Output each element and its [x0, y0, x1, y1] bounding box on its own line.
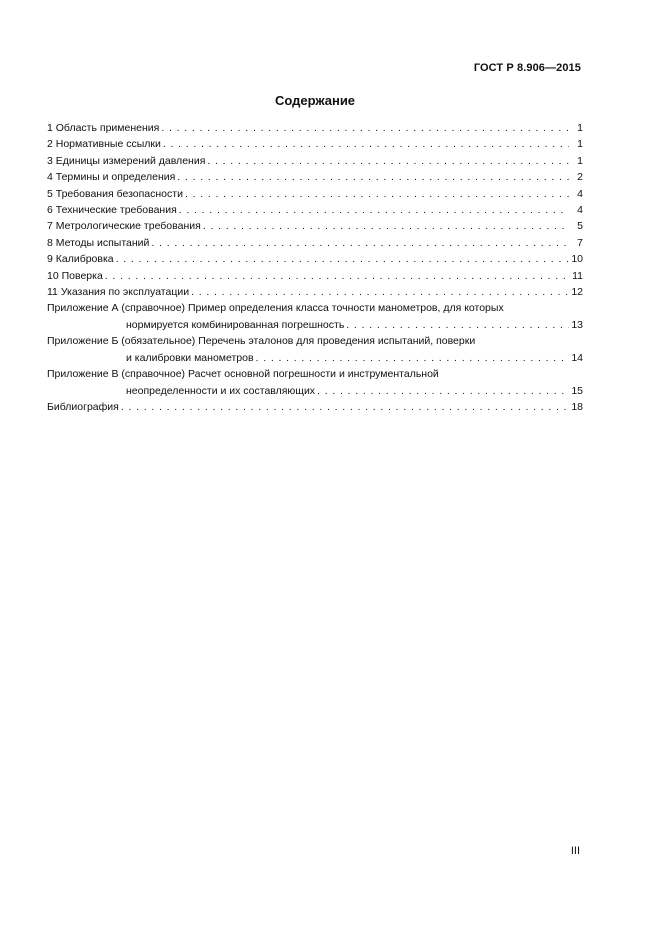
toc-entry[interactable] [47, 120, 583, 136]
toc-entry-page: 12 [571, 286, 583, 299]
toc-entry[interactable] [47, 251, 583, 267]
toc-entry-label: 9 Калибровка [47, 253, 114, 266]
toc-annex-title-cont: неопределенности и их составляющих [126, 384, 316, 397]
toc-entry-page: 4 [577, 187, 583, 200]
toc-entry-label: 1 Область применения [47, 122, 160, 134]
toc-entry-label: 6 Технические требования [47, 204, 177, 217]
leader-dots [203, 218, 569, 234]
toc-entry-page: 13 [571, 318, 583, 331]
document-code: ГОСТ Р 8.906—2015 [473, 62, 581, 74]
leader-dots [161, 120, 569, 136]
toc-entry[interactable] [47, 153, 583, 169]
toc-entry-label: 3 Единицы измерений давления [47, 154, 206, 167]
leader-dots [317, 383, 569, 399]
toc-entry-page: 5 [577, 220, 583, 233]
toc-entry[interactable] [47, 284, 583, 300]
leader-dots [256, 350, 569, 366]
toc-entry-page: 1 [577, 138, 583, 151]
toc-entry[interactable] [47, 218, 583, 234]
toc-entry-label: 10 Поверка [47, 269, 103, 282]
toc-annex-title-cont: и калибровки манометров [126, 351, 254, 364]
toc-entry-page: 1 [577, 122, 583, 134]
leader-dots [191, 284, 569, 300]
toc-annex-title: Приложение Б (обязательное) Перечень эталонов для проведения испытаний, поверки [47, 335, 476, 348]
toc-entry-page: 10 [571, 253, 583, 266]
page-number: III [570, 845, 580, 857]
toc-entry[interactable] [47, 235, 583, 251]
toc-entry-page: 4 [577, 204, 583, 217]
toc-entry-page: 11 [572, 269, 583, 282]
toc-entry-label: 11 Указания по эксплуатации [47, 286, 190, 299]
toc-entry-page: 14 [571, 351, 583, 364]
leader-dots [121, 399, 569, 415]
leader-dots [151, 235, 569, 251]
toc-entry-label: Библиография [47, 400, 119, 413]
toc-entry-page: 18 [571, 400, 583, 413]
leader-dots [177, 169, 569, 185]
toc-entry-page: 15 [571, 384, 583, 397]
leader-dots [207, 153, 569, 169]
table-of-contents [47, 120, 583, 415]
toc-entry-label: 7 Метрологические требования [47, 220, 201, 233]
toc-annex-title: Приложение А (справочное) Пример определения класса точности манометров, для которых [47, 302, 504, 315]
leader-dots [179, 202, 569, 218]
leader-dots [185, 186, 569, 202]
leader-dots [163, 136, 569, 152]
toc-entry-page: 2 [577, 171, 583, 184]
leader-dots [116, 251, 569, 267]
toc-title: Содержание [274, 93, 356, 108]
toc-entry-label: 5 Требования безопасности [47, 187, 183, 200]
toc-entry[interactable] [47, 202, 583, 218]
toc-entry-label: 8 Методы испытаний [47, 236, 150, 249]
toc-entry[interactable] [47, 169, 583, 185]
toc-entry-label: 2 Нормативные ссылки [47, 138, 161, 151]
toc-annex-entry[interactable] [47, 300, 583, 333]
toc-entry[interactable] [47, 186, 583, 202]
leader-dots [105, 268, 569, 284]
leader-dots [346, 317, 569, 333]
toc-entry-page: 1 [577, 154, 583, 167]
toc-entry-label: 4 Термины и определения [47, 171, 176, 184]
toc-annex-entry[interactable] [47, 333, 583, 366]
toc-entry[interactable] [47, 136, 583, 152]
toc-entry-bibliography[interactable] [47, 399, 583, 415]
toc-entry[interactable] [47, 268, 583, 284]
toc-annex-entry[interactable] [47, 366, 583, 399]
toc-annex-title: Приложение В (справочное) Расчет основной погрешности и инструментальной [47, 368, 439, 381]
toc-entry-page: 7 [577, 236, 583, 249]
toc-annex-title-cont: нормируется комбинированная погрешность [126, 318, 345, 331]
